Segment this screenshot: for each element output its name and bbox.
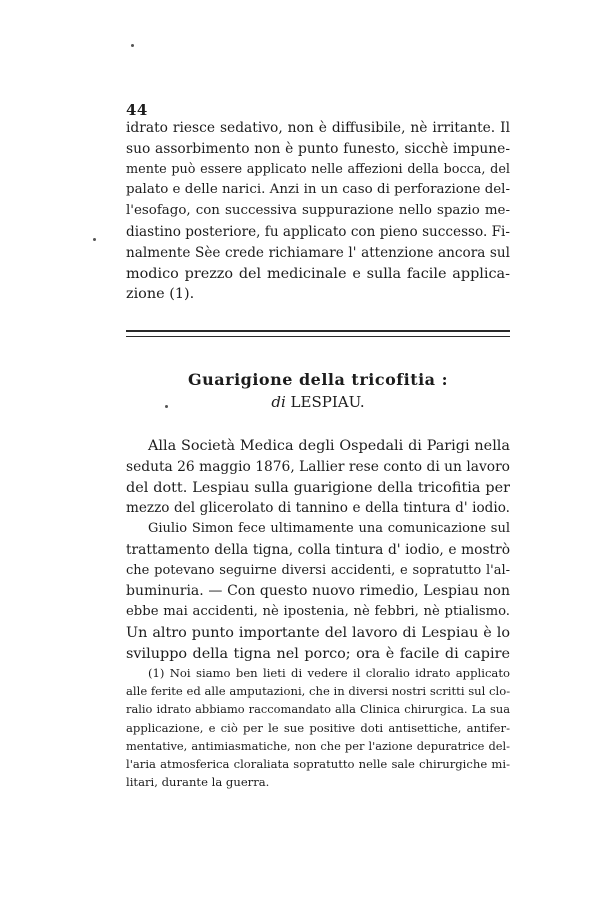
text-line: che potevano seguirne diversi accidenti, e sopratutto l'al-	[126, 562, 510, 578]
text-line: nalmente Sèe crede richiamare l' attenzione ancora sul	[126, 244, 510, 261]
footnote-line: applicazione, e ciò per le sue positive doti antisettiche, antifer-	[126, 720, 510, 735]
footnote-line: mentative, antimiasmatiche, non che per l'azione depuratrice del-	[126, 738, 510, 753]
text-line: palato e delle narici. Anzi in un caso di perforazione del-	[126, 182, 510, 198]
text-line: seduta 26 maggio 1876, Lallier rese conto di un lavoro	[126, 458, 510, 475]
paper-speck	[131, 44, 134, 47]
text-line: diastino posteriore, fu applicato con pieno successo. Fi-	[126, 223, 510, 240]
page-number: 44	[126, 101, 148, 119]
text-line: buminuria. — Con questo nuovo rimedio, Lespiau non	[126, 583, 510, 600]
article-title: Guarigione della tricofitia :	[187, 370, 449, 389]
text-line: trattamento della tigna, colla tintura d' iodio, e mostrò	[126, 541, 510, 558]
text-line: modico prezzo del medicinale e sulla facile applica-	[126, 265, 510, 282]
footnote-line: alle ferite ed alle amputazioni, che in diversi nostri scritti sul clo-	[126, 684, 510, 699]
text-line: mente può essere applicato nelle affezioni della bocca, del	[126, 161, 510, 177]
footnote-line: litari, durante la guerra.	[126, 775, 270, 790]
top-paragraph	[126, 118, 510, 305]
text-line: sviluppo della tigna nel porco; ora è facile di capire	[126, 645, 510, 662]
footnote-line: ralio idrato abbiamo raccomandato alla Clinica chirurgica. La sua	[126, 702, 510, 717]
text-line: idrato riesce sedativo, non è diffusibile, nè irritante. Il	[126, 120, 510, 136]
text-line: suo assorbimento non è punto funesto, sicchè impune-	[126, 140, 510, 157]
article-byline	[126, 393, 510, 411]
text-line: Un altro punto importante del lavoro di Lespiau è lo	[126, 624, 510, 641]
article-paragraph-2	[126, 519, 510, 665]
article-paragraph-1	[126, 436, 510, 519]
footnote	[126, 664, 510, 791]
text-line: Alla Società Medica degli Ospedali di Parigi nella	[148, 438, 510, 454]
section-divider-bottom	[126, 336, 510, 337]
footnote-line: (1) Noi siamo ben lieti di vedere il cloralio idrato applicato	[148, 666, 510, 680]
text-line: Giulio Simon fece ultimamente una comunicazione sul	[148, 521, 510, 536]
text-line: zione (1).	[126, 286, 195, 303]
text-line: del dott. Lespiau sulla guarigione della tricofitia per	[126, 479, 510, 496]
byline-prefix: di	[271, 393, 286, 411]
text-line: mezzo del glicerolato di tannino e della tintura d' iodio.	[126, 500, 510, 517]
text-line: l'esofago, con successiva suppurazione nello spazio me-	[126, 203, 510, 219]
text-line: ebbe mai accidenti, nè ipostenia, nè febbri, nè ptialismo.	[126, 604, 510, 620]
byline-author: LESPIAU.	[290, 393, 365, 411]
footnote-line: l'aria atmosferica cloraliata sopratutto nelle sale chirurgiche mi-	[126, 757, 510, 772]
section-divider-top	[126, 330, 510, 332]
paper-speck	[93, 238, 96, 241]
